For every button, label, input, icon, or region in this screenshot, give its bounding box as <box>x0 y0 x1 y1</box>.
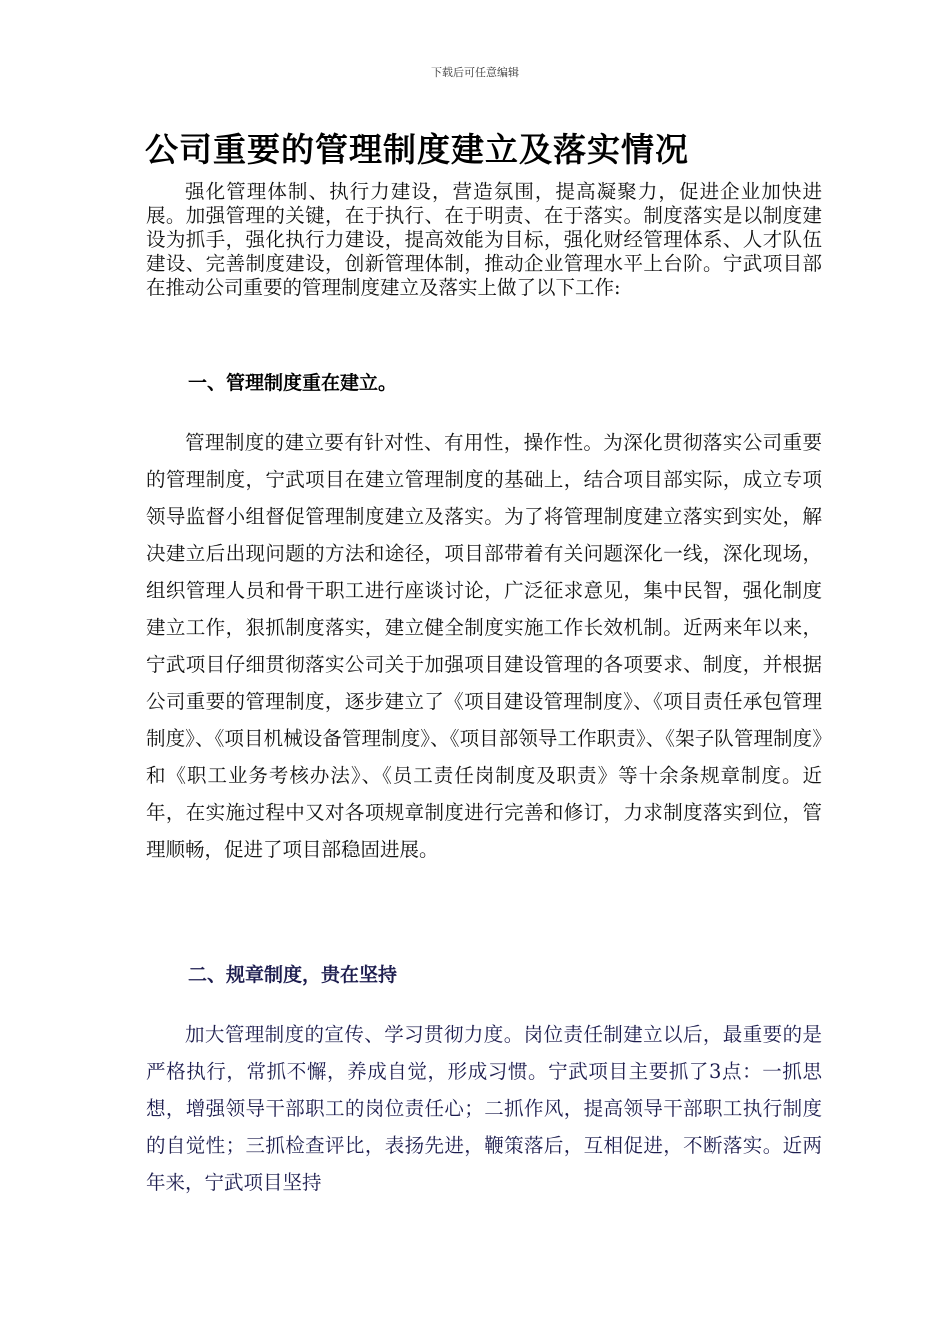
section-1-paragraph: 管理制度的建立要有针对性、有用性，操作性。为深化贯彻落实公司重要的管理制度，宁武项目在建立管理制度的基础上，结合项目部实际，成立专项领导监督小组督促管理制度建立及落实。为了将管理制度建立落实到实处，解决建立后出现问题的方法和途径，项目部带着有关问题深化一线，深化现场，组织管理人员和骨干职工进行座谈讨论，广泛征求意见，集中民智，强化制度建立工作，狠抓制度落实，建立健全制度实施工作长效机制。近两来年以来，宁武项目仔细贯彻落实公司关于加强项目建设管理的各项要求、制度，并根据公司重要的管理制度，逐步建立了《项目建设管理制度》、《项目责任承包管理制度》、《项目机械设备管理制度》、《项目部领导工作职责》、《架子队管理制度》和《职工业务考核办法》、《员工责任岗制度及职责》等十余条规章制度。近年，在实施过程中又对各项规章制度进行完善和修订，力求制度落实到位，管理顺畅，促进了项目部稳固进展。 <box>146 431 822 861</box>
section-2-heading: 二、规章制度，贵在坚持 <box>188 964 398 986</box>
document-title: 公司重要的管理制度建立及落实情况 <box>145 130 689 169</box>
section-1-heading: 一、管理制度重在建立。 <box>188 372 398 394</box>
intro-paragraph: 强化管理体制、执行力建设，营造氛围，提高凝聚力，促进企业加快进展。加强管理的关键，在于执行、在于明责、在于落实。制度落实是以制度建设为抓手，强化执行力建设，提高效能为目标，强化财经管理体系、人才队伍建设、完善制度建设，创新管理体制，推动企业管理水平上台阶。宁武项目部在推动公司重要的管理制度建立及落实上做了以下工作: <box>146 180 822 299</box>
page-header-note: 下载后可任意编辑 <box>431 66 519 79</box>
section-2-paragraph: 加大管理制度的宣传、学习贯彻力度。岗位责任制建立以后，最重要的是严格执行，常抓不懈，养成自觉，形成习惯。宁武项目主要抓了3点：一抓思想，增强领导干部职工的岗位责任心；二抓作风，提高领导干部职工执行制度的自觉性；三抓检查评比，表扬先进，鞭策落后，互相促进，不断落实。近两年来，宁武项目坚持 <box>146 1023 822 1194</box>
